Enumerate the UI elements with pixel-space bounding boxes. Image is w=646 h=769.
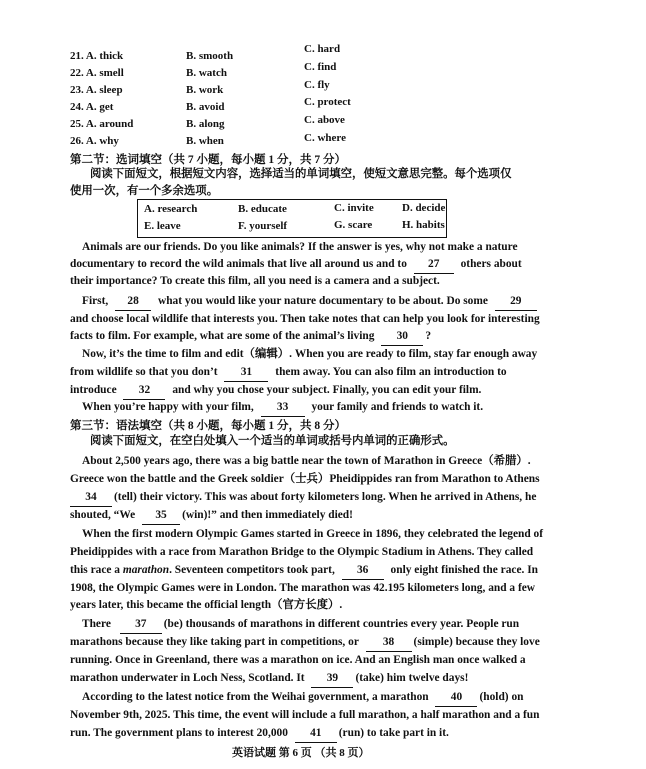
option-e: E. leave [144,220,181,232]
option-a: A. research [144,203,198,215]
option-f: F. yourself [238,220,288,232]
q26-c: C. where [304,132,346,144]
p3-line: When the first modern Olympic Games started in Greece in 1896, they celebrated the legend of [82,528,544,540]
blank-35[interactable]: 35 [142,507,180,525]
p3-line [82,689,542,707]
text: what you would like your nature documentary to be about. Do some [157,295,488,307]
text: (run) to take part in it. [338,727,449,739]
p2-line [70,364,530,382]
text: (tell) their victory. This was about forty kilometers long. When he arrived in Athens, he [114,491,537,503]
blank-39[interactable]: 39 [311,670,353,688]
text: (take) him twelve days! [355,672,469,684]
q26-a: 26. A. why [70,135,119,147]
p3-line [82,616,542,634]
option-g: G. scare [334,219,373,231]
section3-instruction: 阅读下面短文，在空白处填入一个适当的单词或括号内单词的正确形式。 [90,435,455,447]
blank-41[interactable]: 41 [295,725,337,743]
p3-line: Pheidippides with a race from Marathon Bridge to the Olympic Stadium in Athens. They called [70,546,534,558]
text: documentary to record the wild animals that live all around us and to [70,258,407,270]
word-options-box [137,199,447,238]
blank-30[interactable]: 30 [381,328,423,346]
text: introduce [70,384,117,396]
text: (simple) because they love [413,636,540,648]
p2-line: and choose local wildlife that interests you. Then take notes that can help you look for interesting [70,313,540,325]
text: There [82,618,111,630]
text: When you’re happy with your film, [82,401,254,413]
p2-line: Animals are our friends. Do you like animals? If the answer is yes, why not make a nature [82,241,518,253]
blank-36[interactable]: 36 [342,562,384,580]
p2-line [70,256,530,274]
text: According to the latest notice from the Weihai government, a marathon [82,691,429,703]
q23-b: B. work [186,84,224,96]
text: . Seventeen competitors took part, [169,564,335,576]
q26-b: B. when [186,135,224,147]
p3-line [70,634,540,652]
p3-line [70,725,530,743]
text: marathons because they like taking part in competitions, or [70,636,359,648]
page-footer: 英语试题 第 6 页 （共 8 页） [232,747,370,759]
text: them away. You can also film an introduction to [275,366,507,378]
q25-b: B. along [186,118,225,130]
text: marathon underwater in Loch Ness, Scotland. It [70,672,305,684]
option-b: B. educate [238,203,287,215]
p2-line [82,293,542,311]
p2-line [82,399,542,417]
p3-line: November 9th, 2025. This time, the event will include a full marathon, a half marathon and a fun [70,709,540,721]
text: from wildlife so that you don’t [70,366,218,378]
p2-line: their importance? To create this film, all you need is a camera and a subject. [70,275,440,287]
text: ? [425,330,432,342]
p3-line: About 2,500 years ago, there was a big battle near the town of Marathon in Greece（希腊）. [82,455,531,467]
p3-line: running. Once in Greenland, there was a marathon on ice. And an English man once walked a [70,654,526,666]
blank-38[interactable]: 38 [366,634,412,652]
text: (win)!” and then immediately died! [182,509,353,521]
text: (be) thousands of marathons in different countries every year. People run [163,618,520,630]
q24-b: B. avoid [186,101,225,113]
text: and why you chose your subject. Finally, you can edit your film. [172,384,482,396]
text: First, [82,295,109,307]
q24-a: 24. A. get [70,101,114,113]
p3-line: 1908, the Olympic Games were in London. The marathon was 42.195 kilometers long, and a few [70,582,536,594]
section2-instruction-1: 阅读下面短文，根据短文内容，选择适当的单词填空，使短文意思完整。每个选项仅 [90,168,512,180]
blank-34[interactable]: 34 [70,489,112,507]
italic-term: marathon [122,564,170,576]
p3-line [70,670,530,688]
blank-31[interactable]: 31 [224,364,268,382]
p3-line [70,507,530,525]
p2-line: Now, it’s the time to film and edit（编辑）. When you are ready to film, stay far enough away [82,348,538,360]
section2-title: 第二节：选词填空（共 7 小题，每小题 1 分，共 7 分） [70,154,346,166]
section2-instruction-2: 使用一次，有一个多余选项。 [70,185,219,197]
p3-line: Greece won the battle and the Greek soldier（士兵）Pheidippides ran from Marathon to Athens [70,473,540,485]
blank-27[interactable]: 27 [414,256,454,274]
option-c: C. invite [334,202,374,214]
q21-a: 21. A. thick [70,50,124,62]
blank-40[interactable]: 40 [435,689,477,707]
q22-b: B. watch [186,67,227,79]
q22-a: 22. A. smell [70,67,124,79]
p3-line: years later, this became the official length（官方长度）. [70,599,343,611]
text: others about [460,258,522,270]
p2-line [70,382,530,400]
q25-c: C. above [304,114,345,126]
blank-33[interactable]: 33 [261,399,305,417]
section3-title: 第三节：语法填空（共 8 小题，每小题 1 分，共 8 分） [70,420,346,432]
p3-line [70,489,537,507]
text: your family and friends to watch it. [311,401,484,413]
p2-line [70,328,530,346]
text: (hold) on [479,691,524,703]
text: facts to film. For example, what are some of the animal’s living [70,330,375,342]
text: only eight finished the race. In [390,564,538,576]
p3-line [70,562,538,580]
q23-c: C. fly [304,79,330,91]
blank-29[interactable]: 29 [495,293,537,311]
blank-28[interactable]: 28 [115,293,151,311]
q21-c: C. hard [304,43,341,55]
text: shouted, “We [70,509,136,521]
text: this race a [70,564,120,576]
option-h: H. habits [402,219,445,231]
blank-32[interactable]: 32 [123,382,165,400]
blank-37[interactable]: 37 [120,616,162,634]
q22-c: C. find [304,61,337,73]
q23-a: 23. A. sleep [70,84,123,96]
q24-c: C. protect [304,96,351,108]
text: run. The government plans to interest 20,000 [70,727,288,739]
option-d: D. decide [402,202,446,214]
q21-b: B. smooth [186,50,234,62]
q25-a: 25. A. around [70,118,134,130]
